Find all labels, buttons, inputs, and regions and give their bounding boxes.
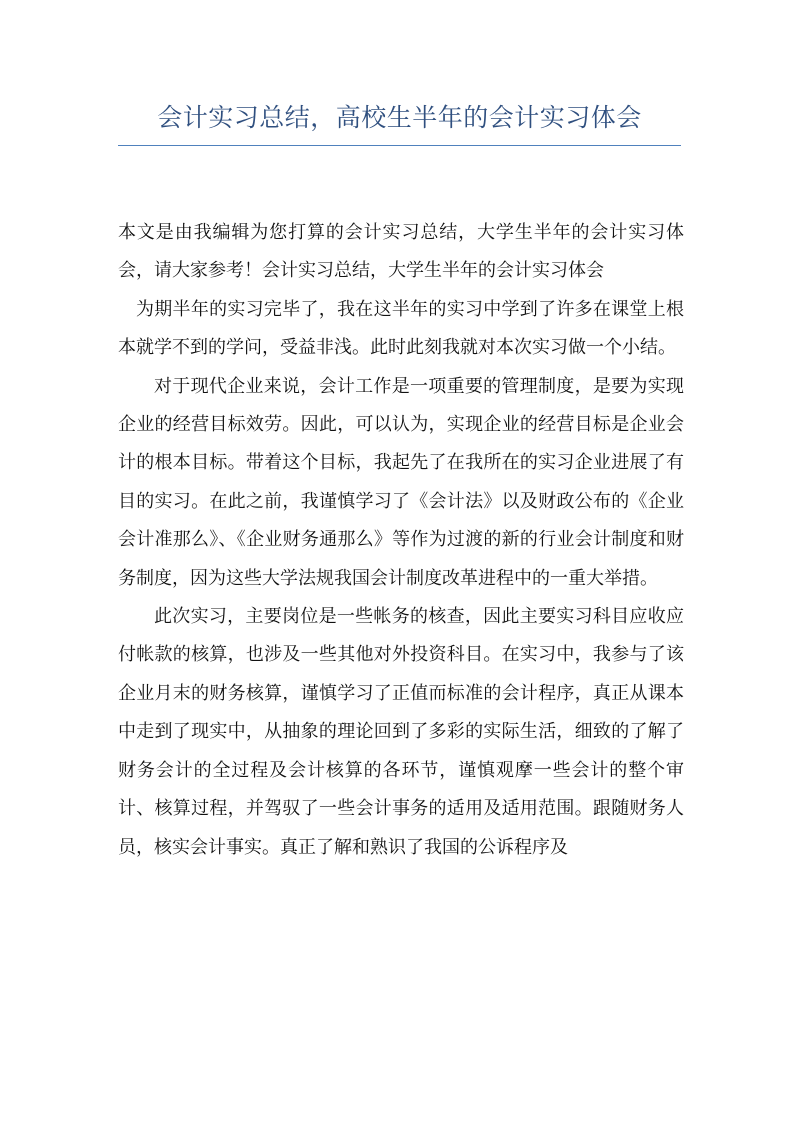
- paragraph-summary: 为期半年的实习完毕了，我在这半年的实习中学到了许多在课堂上根本就学不到的学问，受益非浅。此时此刻我就对本次实习做一个小结。: [118, 298, 684, 359]
- document-title: 会计实习总结，高校生半年的会计实习体会: [157, 103, 642, 132]
- document-body: [118, 214, 684, 867]
- paragraph-accounting-goal: 对于现代企业来说，会计工作是一项重要的管理制度，是要为实现企业的经营目标效劳。因此，可以认为，实现企业的经营目标是企业会计的根本目标。带着这个目标，我起先了在我所在的实习企业进展了有目的实习。在此之前，我谨慎学习了《会计法》以及财政公布的《企业会计准那么》、《企业财务通那么》等作为过渡的新的行业会计制度和财务制度，因为这些大学法规我国会计制度改革进程中的一重大举措。: [118, 375, 684, 589]
- paragraph-internship-work: 此次实习，主要岗位是一些帐务的核查，因此主要实习科目应收应付帐款的核算，也涉及一些其他对外投资科目。在实习中，我参与了该企业月末的财务核算，谨慎学习了正值而标准的会计程序，真正从课本中走到了现实中，从抽象的理论回到了多彩的实际生活，细致的了解了财务会计的全过程及会计核算的各环节，谨慎观摩一些会计的整个审计、核算过程，并驾驭了一些会计事务的适用及适用范围。跟随财务人员，核实会计事实。真正了解和熟识了我国的公诉程序及: [118, 606, 684, 858]
- paragraph-intro: 本文是由我编辑为您打算的会计实习总结，大学生半年的会计实习体会，请大家参考！会计实习总结，大学生半年的会计实习体会: [118, 222, 684, 282]
- title-underline: [118, 145, 681, 146]
